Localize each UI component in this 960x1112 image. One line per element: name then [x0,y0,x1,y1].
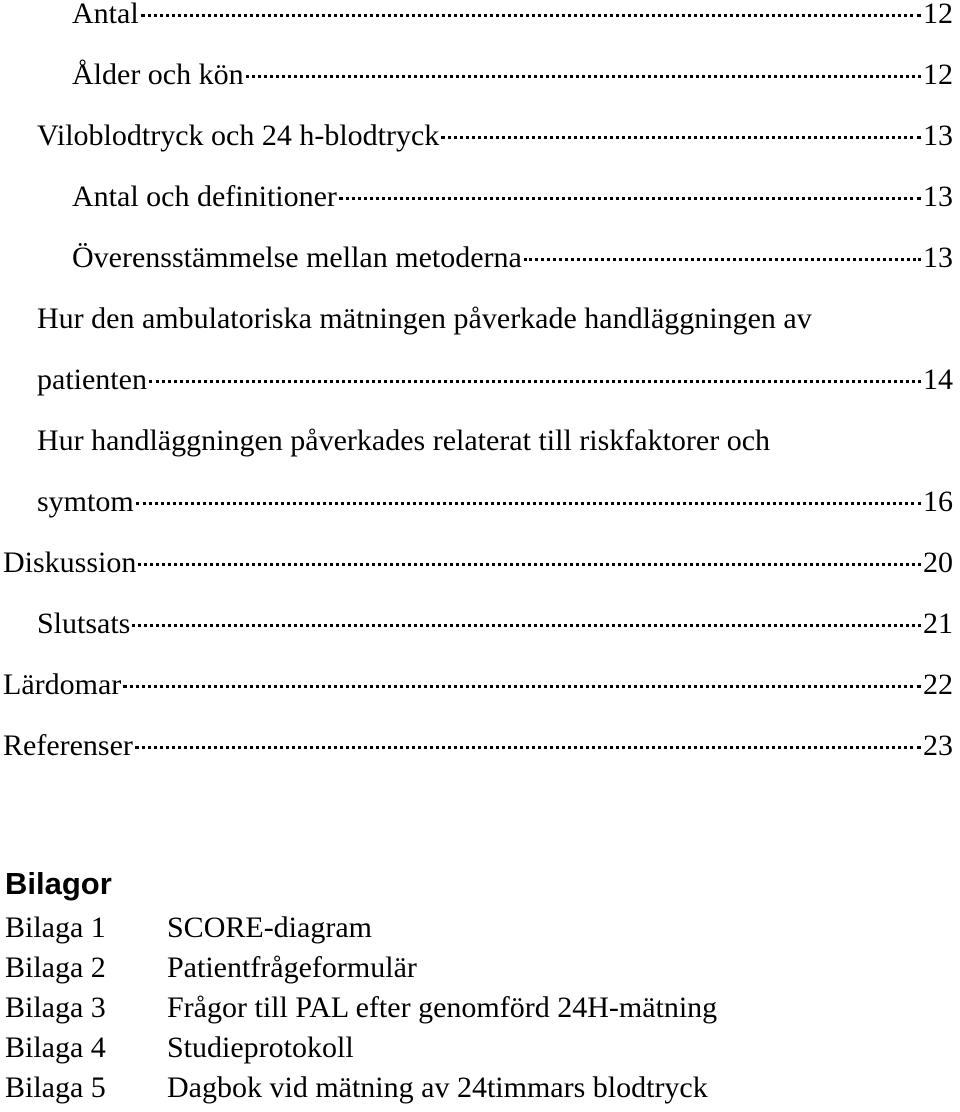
toc-entry-page: 13 [923,119,953,152]
toc-leader-dots [246,75,921,78]
bilaga-label: Bilaga 4 [5,1031,106,1064]
toc-entry-text: Antal och definitioner [72,180,337,213]
toc-entry-text: Ålder och kön [72,58,244,91]
toc-entry-page: 12 [923,0,953,30]
toc-entry-text: patienten [37,363,147,396]
toc-entry-text: Referenser [3,729,133,762]
bilaga-title: Patientfrågeformulär [167,951,417,984]
bilaga-title: Studieprotokoll [167,1031,354,1064]
bilagor-heading: Bilagor [5,866,112,901]
bilaga-label: Bilaga 2 [5,951,106,984]
toc-leader-dots [441,136,921,139]
toc-entry-overensstammelse[interactable] [72,240,953,276]
bilaga-title: SCORE-diagram [167,911,372,944]
toc-entry-page: 12 [923,58,953,91]
toc-entry-page: 21 [923,607,953,640]
toc-leader-dots [132,624,921,627]
bilaga-label: Bilaga 1 [5,911,106,944]
toc-entry-handlaggningen-line1[interactable]: Hur handläggningen påverkades relaterat till riskfaktorer och [37,424,771,457]
toc-entry-page: 23 [923,729,953,762]
toc-entry-text: Viloblodtryck och 24 h-blodtryck [37,119,440,152]
toc-leader-dots [339,197,921,200]
toc-entry-ambulatoriska-line1[interactable]: Hur den ambulatoriska mätningen påverkade handläggningen av [37,302,812,335]
toc-entry-viloblodtryck[interactable] [37,118,953,154]
toc-entry-diskussion[interactable] [3,545,953,581]
toc-entry-slutsats[interactable] [37,606,953,642]
bilaga-row-2 [5,950,417,986]
toc-entry-patienten[interactable] [37,362,953,398]
toc-entry-antal[interactable] [72,0,953,32]
toc-entry-lardomar[interactable] [3,667,953,703]
toc-entry-page: 20 [923,546,953,579]
toc-entry-alder-och-kon[interactable] [72,57,953,93]
toc-entry-text: Antal [72,0,139,30]
toc-entry-text: Slutsats [37,607,131,640]
toc-entry-page: 22 [923,668,953,701]
toc-leader-dots [149,380,921,383]
bilaga-label: Bilaga 5 [5,1071,106,1104]
toc-entry-antal-och-definitioner[interactable] [72,179,953,215]
toc-leader-dots [141,14,921,17]
toc-entry-page: 16 [923,485,953,518]
bilaga-row-5 [5,1070,708,1106]
toc-entry-text: Diskussion [3,546,137,579]
toc-leader-dots [136,502,921,505]
bilaga-label: Bilaga 3 [5,991,106,1024]
bilaga-title: Dagbok vid mätning av 24timmars blodtryck [167,1071,708,1104]
bilaga-row-4 [5,1030,354,1066]
toc-entry-text: Lärdomar [3,668,122,701]
bilaga-row-3 [5,990,717,1026]
toc-entry-referenser[interactable] [3,728,953,764]
bilaga-title: Frågor till PAL efter genomförd 24H-mätning [167,991,718,1024]
toc-entry-text: symtom [37,485,134,518]
toc-entry-page: 13 [923,180,953,213]
toc-entry-page: 14 [923,363,953,396]
toc-leader-dots [123,685,921,688]
toc-entry-page: 13 [923,241,953,274]
toc-leader-dots [135,746,921,749]
toc-entry-symtom[interactable] [37,484,953,520]
toc-leader-dots [524,258,921,261]
toc-entry-text: Överensstämmelse mellan metoderna [72,241,522,274]
bilaga-row-1 [5,910,372,946]
toc-leader-dots [138,563,921,566]
